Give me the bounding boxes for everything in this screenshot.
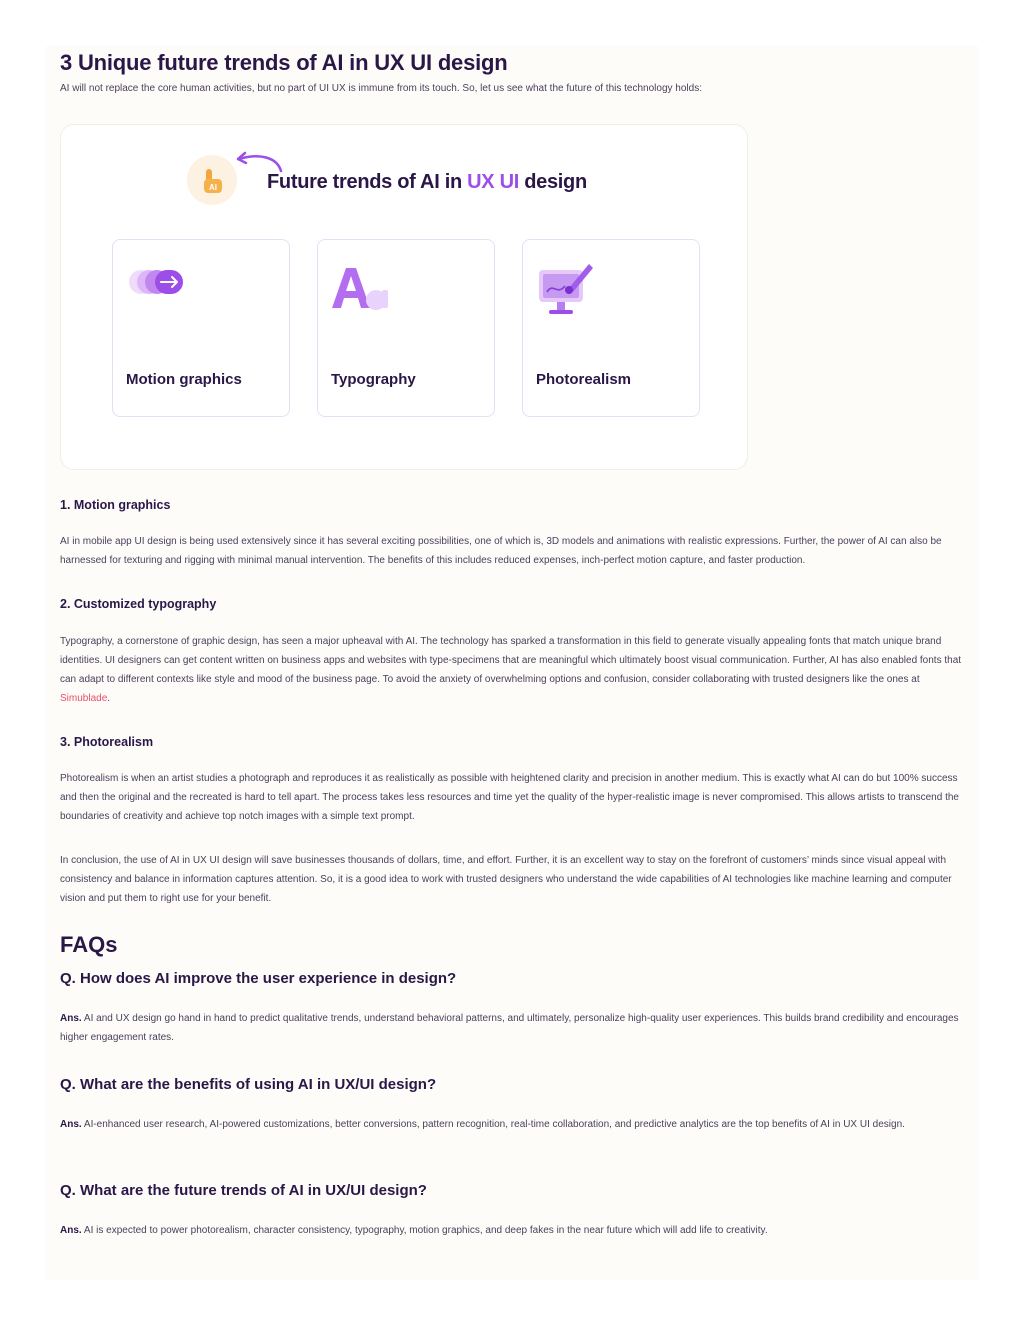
conclusion-paragraph: In conclusion, the use of AI in UX UI design will save businesses thousands of dollars, time, and effort. Further, it is an excellent way to stay on the forefront of customers’ minds since visual appeal with consistency and balance in information captures attention. So, it is a good idea to work with trusted designers who understand the wide capabilities of AI technologies like machine learning and computer vision and put them to right use for your benefit. <box>60 855 952 904</box>
faq-question: Q. What are the future trends of AI in UX/UI design? <box>60 1182 427 1199</box>
typography-aa-icon <box>330 262 392 314</box>
section-heading-photorealism: 3. Photorealism <box>60 735 154 749</box>
section-body-typography <box>60 632 966 708</box>
faq-answer-label: Ans. <box>60 1119 82 1130</box>
faq-answer-label: Ans. <box>60 1225 82 1236</box>
article-intro: AI will not replace the core human activities, but no part of UI UX is immune from its touch. So, let us see what the future of this technology holds: <box>60 83 702 94</box>
infographic-title-prefix: Future trends of AI in <box>267 171 468 193</box>
typography-body-end: . <box>107 693 111 704</box>
article-title: 3 Unique future trends of AI in UX UI design <box>60 50 508 75</box>
simublade-link[interactable]: Simublade <box>60 693 108 704</box>
faq-answer <box>60 1009 966 1047</box>
article-container <box>46 46 978 1280</box>
trends-infographic <box>60 124 748 470</box>
section-body-photorealism: Photorealism is when an artist studies a photograph and reproduces it as realistically as possible with heightened clarity and precision in another medium. This is exactly what AI can do but 100% success and then the original and the recreated is hard to tell apart. The process takes less resources and time yet the quality of the hyper-realistic image is never compromised. This allows artists to transcend the boundaries of creativity and achieve top notch images with a simple text prompt. <box>60 773 959 822</box>
infographic-title-accent: UX UI <box>467 171 519 193</box>
motion-arrow-icon <box>125 262 187 302</box>
section-heading-motion-graphics: 1. Motion graphics <box>60 498 171 512</box>
faq-answer-text: AI-enhanced user research, AI-powered customizations, better conversions, pattern recognition, real-time collaboration, and predictive analytics are the top benefits of AI in UX UI design. <box>83 1119 905 1130</box>
trend-card-typography <box>317 239 495 417</box>
trend-card-label: Motion graphics <box>126 371 242 388</box>
trend-card-label: Typography <box>331 371 416 388</box>
ai-badge-icon <box>187 155 237 205</box>
faq-answer <box>60 1221 966 1240</box>
ai-badge-text: AI <box>209 183 217 192</box>
trend-card-photorealism <box>522 239 700 417</box>
trend-card-label: Photorealism <box>536 371 632 388</box>
faq-answer-text: AI and UX design go hand in hand to predict qualitative trends, understand behavioral patterns, and ultimately, personalize high-quality user experiences. This builds brand credibility and encourages higher engagement rates. <box>60 1013 959 1043</box>
typography-body-text: Typography, a cornerstone of graphic design, has seen a major upheaval with AI. The technology has sparked a transformation in this field to generate visually appealing fonts that match unique brand identities. UI designers can get content written on business apps and websites with type-specimens that are meaningful which ultimately boost visual communication. Further, AI has also enabled fonts that can adapt to different contexts like style and mood of the business page. To avoid the anxiety of overwhelming options and confusion, consider collaborating with trusted designers like the ones at <box>60 636 962 685</box>
infographic-title-suffix: design <box>518 171 587 193</box>
faqs-heading: FAQs <box>60 932 118 957</box>
faq-question: Q. How does AI improve the user experience in design? <box>60 970 457 987</box>
infographic-title <box>267 171 587 194</box>
trend-card-motion-graphics <box>112 239 290 417</box>
faq-answer <box>60 1115 966 1134</box>
faq-answer-text: AI is expected to power photorealism, character consistency, typography, motion graphics, and deep fakes in the near future which will add life to creativity. <box>83 1225 768 1236</box>
section-body-motion-graphics: AI in mobile app UI design is being used extensively since it has several exciting possibilities, one of which is, 3D models and animations with realistic expressions. Further, the power of AI can also be harnessed for texturing and rigging with minimal manual intervention. The benefits of this includes reduced expenses, inch-perfect motion capture, and faster production. <box>60 536 942 566</box>
faq-question: Q. What are the benefits of using AI in UX/UI design? <box>60 1076 437 1093</box>
faq-answer-label: Ans. <box>60 1013 82 1024</box>
monitor-brush-icon <box>535 262 595 322</box>
section-heading-typography: 2. Customized typography <box>60 597 217 611</box>
